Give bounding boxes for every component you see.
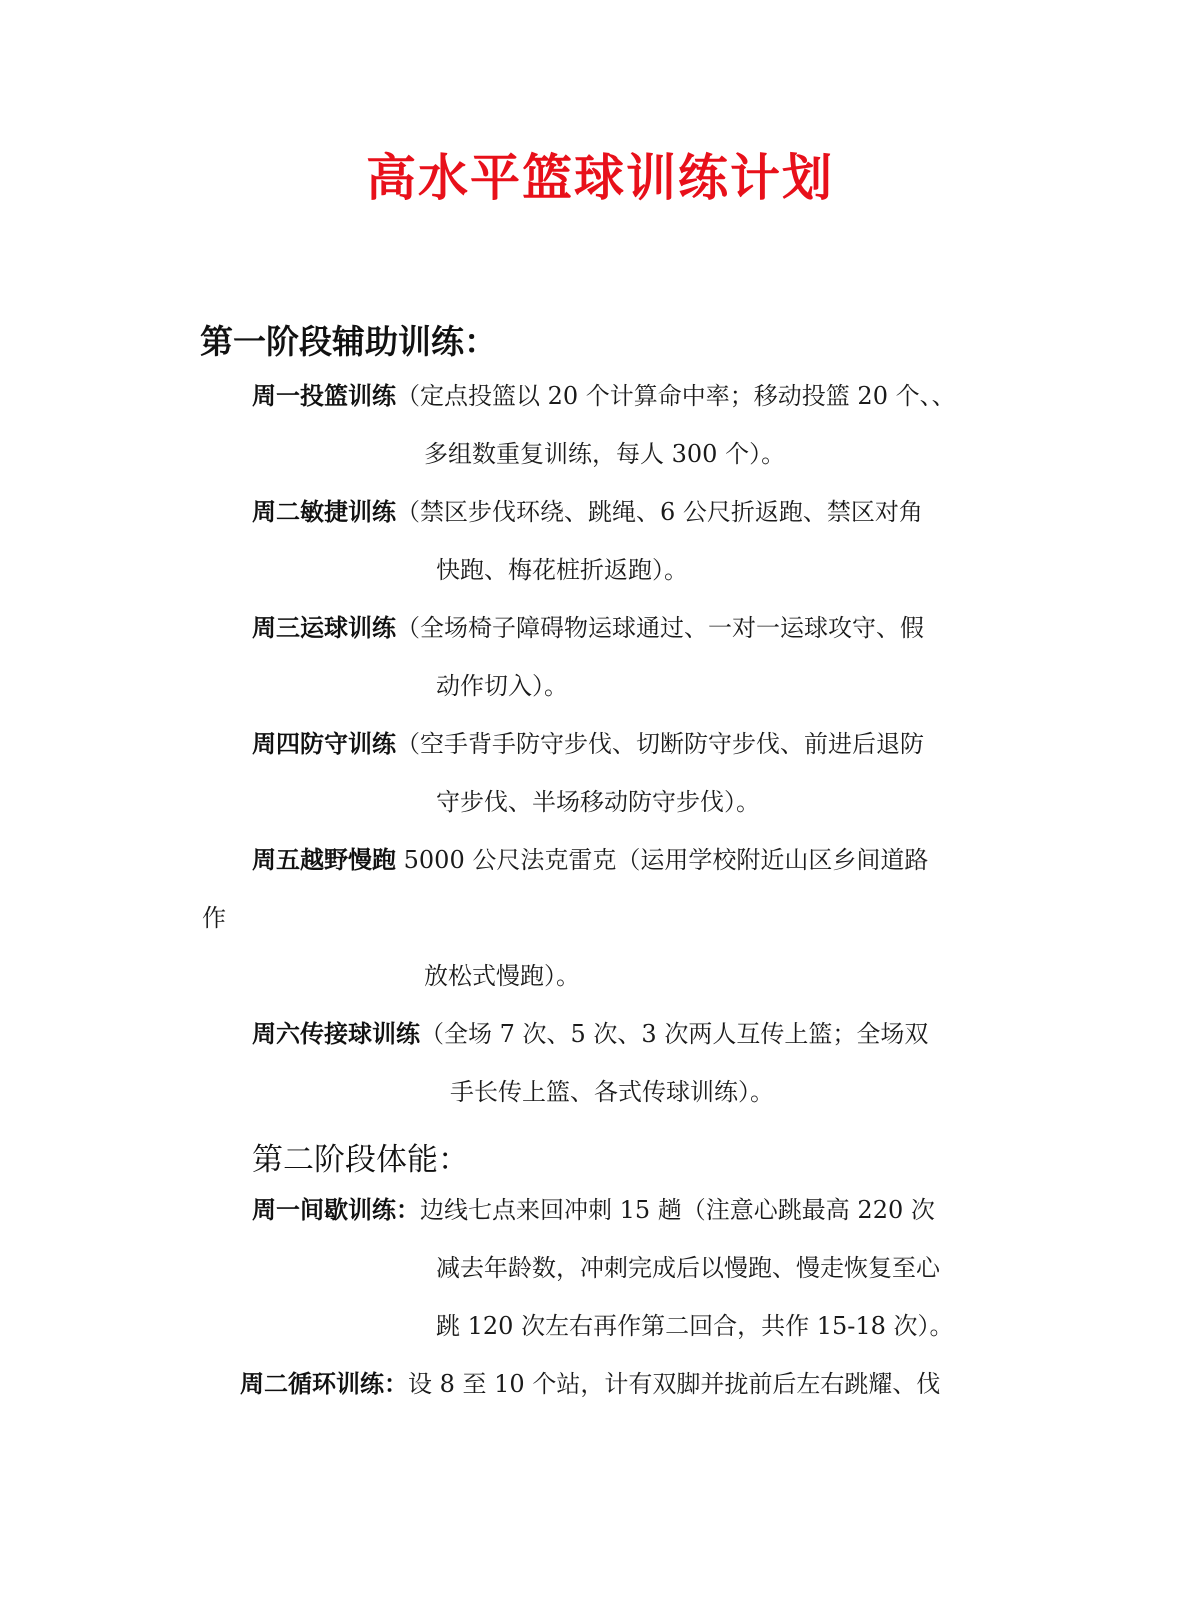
item-label: 周一间歇训练：: [252, 1195, 420, 1224]
item-tuesday-agility: [252, 494, 923, 530]
section-heading-phase-1: 第一阶段辅助训练：: [200, 322, 497, 361]
item-friday-jogging: [252, 842, 928, 878]
item-continuation: 跳 120 次左右再作第二回合，共作 15-18 次）。: [436, 1312, 954, 1340]
item-continuation: 减去年龄数，冲刺完成后以慢跑、慢走恢复至心: [436, 1254, 940, 1282]
item-monday-shooting: [252, 378, 956, 414]
item-continuation: 多组数重复训练，每人 300 个）。: [424, 440, 786, 468]
item-continuation: 作: [202, 904, 226, 932]
section-heading-phase-2: 第二阶段体能：: [252, 1142, 469, 1178]
item-monday-interval: [252, 1192, 935, 1228]
item-text: （全场椅子障碍物运球通过、一对一运球攻守、假: [396, 614, 924, 642]
document-title: 高水平篮球训练计划: [366, 148, 834, 207]
item-text: 边线七点来回冲刺 15 趟（注意心跳最高 220 次: [420, 1196, 935, 1224]
item-label: 周二循环训练：: [240, 1369, 408, 1398]
item-continuation: 手长传上篮、各式传球训练）。: [450, 1078, 774, 1106]
item-continuation: 放松式慢跑）。: [424, 962, 580, 990]
item-label: 周三运球训练: [252, 613, 396, 642]
item-label: 周六传接球训练: [252, 1019, 420, 1048]
item-continuation: 快跑、梅花桩折返跑）。: [436, 556, 688, 584]
item-text: （空手背手防守步伐、切断防守步伐、前进后退防: [396, 730, 924, 758]
item-label: 周四防守训练: [252, 729, 396, 758]
item-text: 5000 公尺法克雷克（运用学校附近山区乡间道路: [396, 846, 929, 874]
item-wednesday-dribbling: [252, 610, 924, 646]
item-tuesday-circuit: [240, 1366, 940, 1402]
item-continuation: 守步伐、半场移动防守步伐）。: [436, 788, 760, 816]
item-text: （禁区步伐环绕、跳绳、6 公尺折返跑、禁区对角: [396, 498, 923, 526]
item-thursday-defense: [252, 726, 924, 762]
item-text: 设 8 至 10 个站，计有双脚并拢前后左右跳耀、伐: [408, 1370, 941, 1398]
item-text: （全场 7 次、5 次、3 次两人互传上篮；全场双: [420, 1020, 929, 1048]
item-saturday-passing: [252, 1016, 928, 1052]
item-text: （定点投篮以 20 个计算命中率；移动投篮 20 个、、: [396, 382, 956, 410]
item-continuation: 动作切入）。: [436, 672, 568, 700]
item-label: 周一投篮训练: [252, 381, 396, 410]
item-label: 周五越野慢跑: [252, 845, 396, 874]
item-label: 周二敏捷训练: [252, 497, 396, 526]
